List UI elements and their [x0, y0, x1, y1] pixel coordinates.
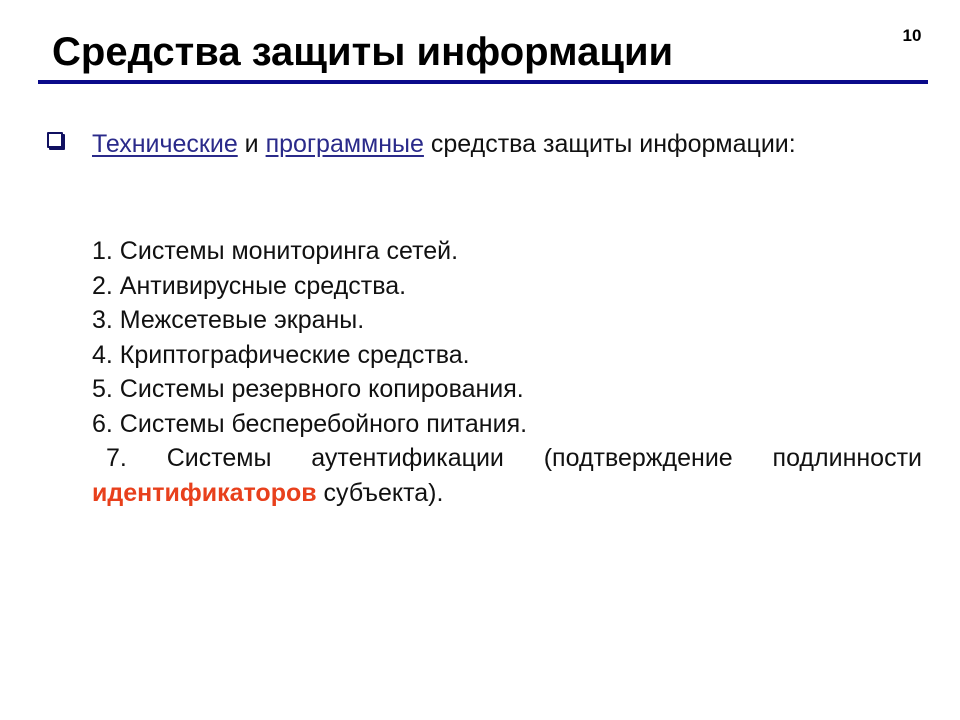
list-item-authentication [92, 441, 922, 510]
intro-paragraph [92, 126, 922, 162]
slide-title: Средства защиты информации [52, 30, 674, 74]
intro-conjunction: и [237, 130, 266, 158]
means-list [92, 234, 922, 510]
checkbox-bullet-icon [47, 132, 63, 148]
slide-number: 10 [902, 26, 922, 45]
title-underline-rule [38, 80, 928, 84]
list-item: 3. Межсетевые экраны. [92, 306, 365, 334]
item7-after: субъекта). [316, 478, 444, 507]
item7-before: 7. Системы аутентификации (подтверждение подлинности [106, 444, 922, 472]
link-software[interactable]: программные [265, 130, 424, 158]
list-item: 1. Системы мониторинга сетей. [92, 237, 459, 265]
list-item: 2. Антивирусные средства. [92, 271, 407, 300]
intro-rest: средства защиты информации: [423, 130, 796, 158]
list-item: 6. Системы бесперебойного питания. [92, 409, 528, 438]
identifiers-highlight: идентификаторов [92, 478, 317, 507]
link-technical[interactable]: Технические [92, 130, 238, 158]
list-item: 4. Криптографические средства. [92, 340, 470, 369]
list-item: 5. Системы резервного копирования. [92, 375, 524, 403]
